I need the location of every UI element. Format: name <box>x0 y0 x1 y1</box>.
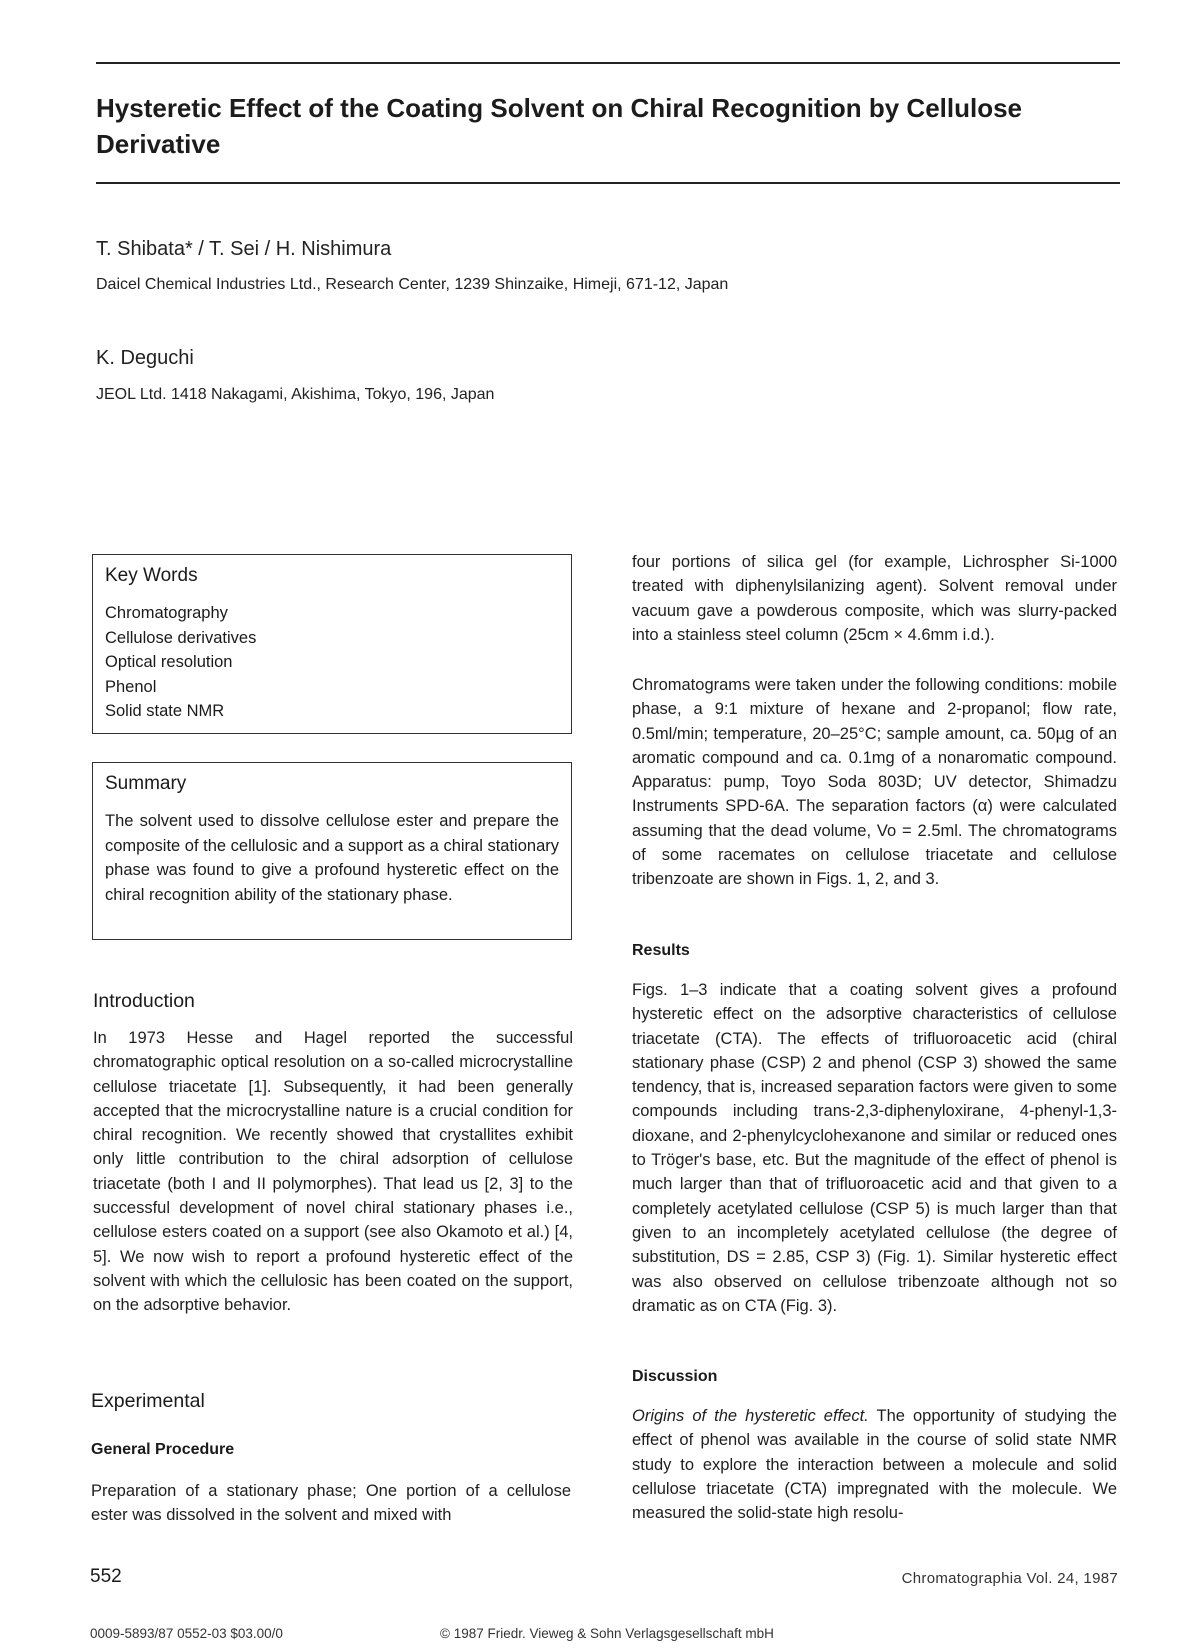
keywords-box <box>92 554 572 734</box>
keyword-item: Cellulose derivatives <box>105 628 257 647</box>
authors-group-2: K. Deguchi <box>96 347 194 369</box>
affiliation-1: Daicel Chemical Industries Ltd., Research Center, 1239 Shinzaike, Himeji, 671-12, Japan <box>96 276 729 293</box>
keywords-list <box>105 601 559 724</box>
introduction-text: In 1973 Hesse and Hagel reported the successful chromatographic optical resolution on a so-called microcrystalline cellulose triacetate [1]. Subsequently, it had been generally accepted that the microcrystalline nature is a crucial condition for chiral recognition. We recently showed that crystallites exhibit only little contribution to the chiral adsorption of cellulose triacetate (both I and II polymorphes). That lead us [2, 3] to the successful development of novel chiral stationary phases i.e., cellulose esters coated on a support (see also Okamoto et al.) [4, 5]. We now wish to report a profound hysteretic effect of the solvent with which the cellulosic has been coated on the support, on the adsorptive behavior. <box>93 1029 573 1315</box>
results-heading: Results <box>632 942 690 959</box>
summary-text: The solvent used to dissolve cellulose ester and prepare the composite of the cellulosic and a support as a chiral stationary phase was found to give a profound hysteretic effect on the chiral recognition ability of the stationary phase. <box>105 812 559 904</box>
experimental-text: Preparation of a stationary phase; One portion of a cellulose ester was dissolved in the solvent and mixed with <box>91 1482 571 1525</box>
title-rule <box>96 182 1120 184</box>
top-rule <box>96 62 1120 64</box>
introduction-heading: Introduction <box>93 990 195 1012</box>
discussion-text <box>632 1404 1117 1525</box>
authors-group-1: T. Shibata* / T. Sei / H. Nishimura <box>96 238 392 260</box>
affiliation-2: JEOL Ltd. 1418 Nakagami, Akishima, Tokyo, 196, Japan <box>96 386 495 403</box>
keyword-item: Chromatography <box>105 604 228 622</box>
discussion-lead: Origins of the hysteretic effect. <box>632 1407 869 1425</box>
keyword-item: Optical resolution <box>105 653 233 671</box>
keyword-item: Solid state NMR <box>105 702 225 720</box>
journal-info: Chromatographia Vol. 24, 1987 <box>901 1570 1118 1587</box>
right-para-1: four portions of silica gel (for example, Lichrospher Si-1000 treated with diphenylsilanizing agent). Solvent removal under vacuum gave a powderous composite, which was slurry-packed into a stainless steel column (25cm × 4.6mm i.d.). <box>632 553 1117 644</box>
experimental-heading: Experimental <box>91 1390 205 1412</box>
summary-heading: Summary <box>105 773 187 794</box>
general-procedure-heading: General Procedure <box>91 1441 235 1458</box>
keywords-heading: Key Words <box>105 565 198 586</box>
discussion-heading: Discussion <box>632 1368 718 1385</box>
page-number: 552 <box>90 1566 122 1587</box>
summary-box <box>92 762 572 940</box>
keyword-item: Phenol <box>105 677 157 696</box>
results-text: Figs. 1–3 indicate that a coating solvent gives a profound hysteretic effect on the adsorptive characteristics of cellulose triacetate (CTA). The effects of trifluoroacetic acid (chiral stationary phase (CSP) 2 and phenol (CSP 3) showed the same tendency, that is, increased separation factors were given to some compounds including trans-2,3-diphenyloxirane, 4-phenyl-1,3-dioxane, and 2-phenylcyclohexanone and similar or reduced ones to Tröger's base, etc. But the magnitude of the effect of phenol is much larger than that of trifluoroacetic acid and that given to a completely acetylated cellulose (CSP 5) is much larger than that given to an incompletely acetylated cellulose (the degree of substitution, DS = 2.85, CSP 3) (Fig. 1). Similar hysteretic effect was also observed on cellulose tribenzoate although not so dramatic as on CTA (Fig. 3). <box>632 981 1117 1315</box>
article-code: 0009-5893/87 0552-03 $03.00/0 <box>90 1626 283 1641</box>
paper-title: Hysteretic Effect of the Coating Solvent on Chiral Recognition by Cellulose Derivative <box>96 93 1023 159</box>
discussion-body: The opportunity of studying the effect of phenol was available in the course of solid state NMR study to explore the interaction between a molecule and solid cellulose triacetate (CTA) impregnated with the molecule. We measured the solid-state high resolu- <box>632 1407 1117 1523</box>
copyright-line: © 1987 Friedr. Vieweg & Sohn Verlagsgesellschaft mbH <box>440 1626 774 1641</box>
right-para-2: Chromatograms were taken under the following conditions: mobile phase, a 9:1 mixture of hexane and 2-propanol; flow rate, 0.5ml/min; temperature, 20–25°C; sample amount, ca. 50µg of an aromatic compound and ca. 0.1mg of a nonaromatic compound. Apparatus: pump, Toyo Soda 803D; UV detector, Shimadzu Instruments SPD-6A. The separation factors (α) were calculated assuming that the dead volume, Vo = 2.5ml. The chromatograms of some racemates on cellulose triacetate and cellulose tribenzoate are shown in Figs. 1, 2, and 3. <box>632 676 1117 889</box>
